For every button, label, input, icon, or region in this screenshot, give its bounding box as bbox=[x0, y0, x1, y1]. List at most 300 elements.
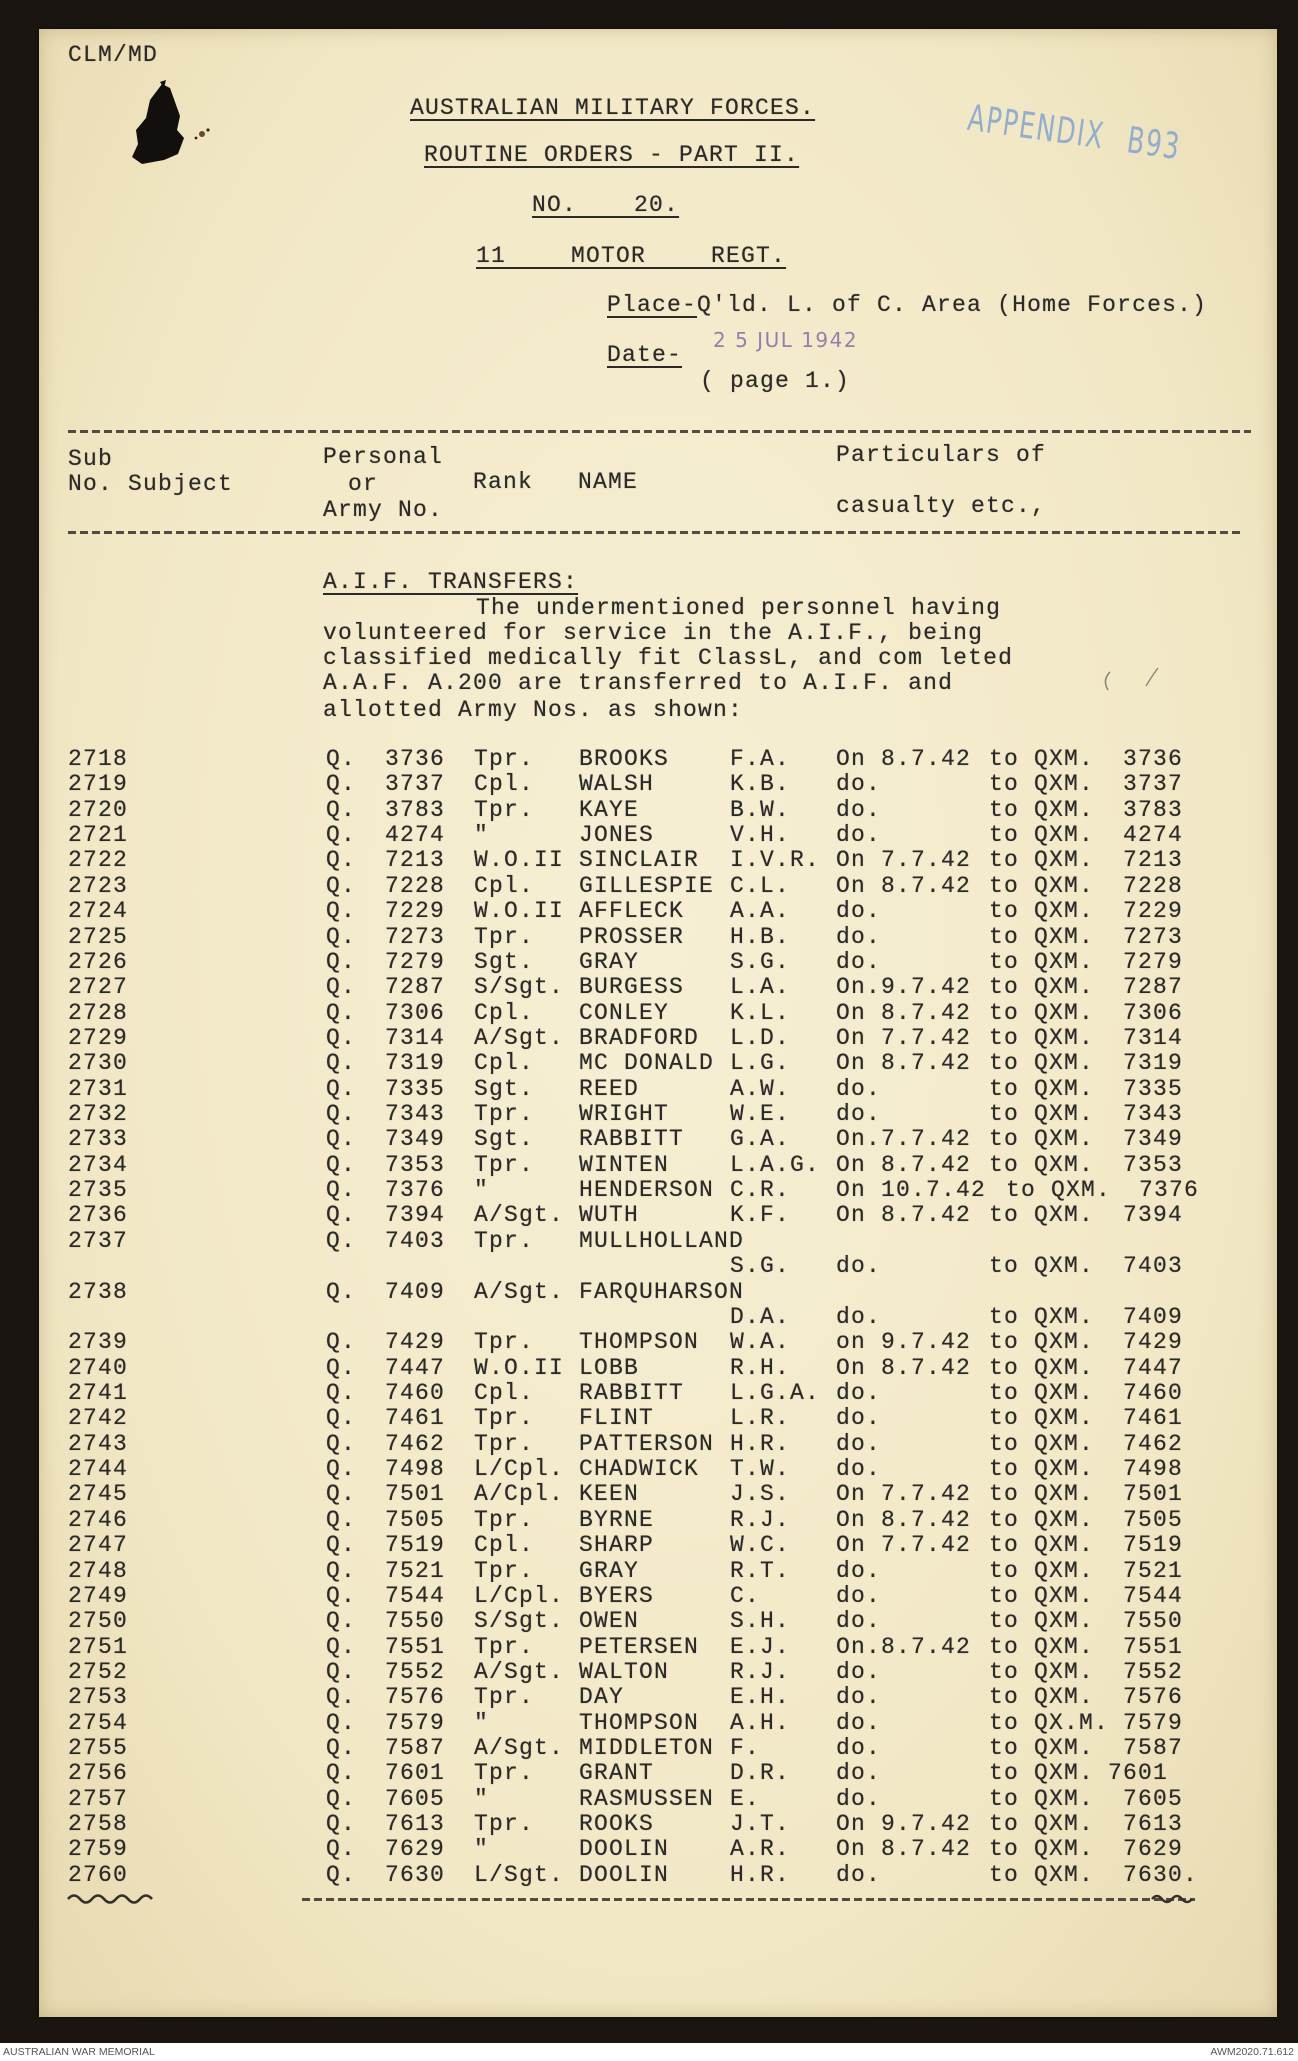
table-row bbox=[0, 1330, 1298, 1355]
cell-new-no: 7576 bbox=[1123, 1684, 1184, 1711]
cell-to: to bbox=[989, 1608, 1020, 1635]
cell-initials: J.T. bbox=[730, 1811, 791, 1838]
cell-sub: 2749 bbox=[68, 1582, 129, 1609]
cell-surname: GRANT bbox=[579, 1760, 655, 1787]
cell-sub: 2750 bbox=[68, 1608, 129, 1635]
cell-rank: Cpl. bbox=[474, 872, 535, 899]
cell-army-no: 7228 bbox=[385, 872, 446, 899]
cell-unit: QXM. bbox=[1034, 1658, 1095, 1685]
cell-prefix: Q. bbox=[326, 1735, 357, 1762]
cell-army-no: 7409 bbox=[385, 1278, 446, 1305]
cell-sub: 2729 bbox=[68, 1024, 129, 1051]
table-row bbox=[0, 874, 1298, 899]
cell-sub: 2744 bbox=[68, 1456, 129, 1483]
cell-prefix: Q. bbox=[326, 847, 357, 874]
cell-rank: A/Cpl. bbox=[474, 1481, 565, 1508]
cell-to: to bbox=[989, 1024, 1020, 1051]
cell-particulars: do. bbox=[836, 1709, 882, 1736]
cell-new-no: 7306 bbox=[1123, 999, 1184, 1026]
col-header-particulars: Particulars of bbox=[836, 442, 1047, 468]
cell-sub: 2747 bbox=[68, 1532, 129, 1559]
cell-particulars: On 7.7.42 bbox=[836, 847, 972, 874]
cell-prefix: Q. bbox=[326, 999, 357, 1026]
table-row bbox=[0, 1482, 1298, 1507]
cell-initials: F.A. bbox=[730, 746, 791, 772]
cell-army-no: 7501 bbox=[385, 1481, 446, 1508]
cell-sub: 2759 bbox=[68, 1836, 129, 1863]
cell-initials: E. bbox=[730, 1785, 761, 1812]
cell-rank: Sgt. bbox=[474, 1126, 535, 1153]
cell-particulars: do. bbox=[836, 1760, 882, 1787]
table-row bbox=[0, 1660, 1298, 1685]
table-row bbox=[0, 1102, 1298, 1127]
cell-prefix: Q. bbox=[326, 1633, 357, 1660]
cell-unit: QXM. bbox=[1034, 1050, 1095, 1077]
cell-rank: Cpl. bbox=[474, 1379, 535, 1406]
cell-prefix: Q. bbox=[326, 822, 357, 849]
cell-army-no: 7314 bbox=[385, 1024, 446, 1051]
cell-surname: MC DONALD bbox=[579, 1050, 715, 1077]
place-line bbox=[607, 292, 1207, 318]
cell-to: to bbox=[989, 1836, 1020, 1863]
cell-particulars: On.8.7.42 bbox=[836, 1633, 972, 1660]
cell-unit: QXM. bbox=[1034, 974, 1095, 1001]
cell-sub: 2758 bbox=[68, 1811, 129, 1838]
cell-army-no: 7521 bbox=[385, 1557, 446, 1584]
cell-to: to bbox=[989, 847, 1020, 874]
cell-unit: QXM. bbox=[1034, 872, 1095, 899]
cell-to: to bbox=[989, 1861, 1020, 1888]
document-subtitle: ROUTINE ORDERS - PART II. bbox=[424, 142, 800, 168]
cell-particulars: On 8.7.42 bbox=[836, 1050, 972, 1077]
cell-surname: FARQUHARSON bbox=[579, 1278, 745, 1305]
cell-initials: E.J. bbox=[730, 1633, 791, 1660]
cell-particulars: On 8.7.42 bbox=[836, 1836, 972, 1863]
cell-particulars: On 7.7.42 bbox=[836, 1024, 972, 1051]
cell-rank: Sgt. bbox=[474, 1075, 535, 1102]
cell-unit: QXM. bbox=[1034, 1582, 1095, 1609]
cell-initials: S.H. bbox=[730, 1608, 791, 1635]
cell-surname: WALSH bbox=[579, 771, 655, 798]
cell-surname: GILLESPIE bbox=[579, 872, 715, 899]
cell-particulars: On 8.7.42 bbox=[836, 1354, 972, 1381]
cell-unit: QXM. bbox=[1034, 1633, 1095, 1660]
cell-prefix: Q. bbox=[326, 898, 357, 925]
cell-army-no: 7229 bbox=[385, 898, 446, 925]
cell-rank: W.O.II bbox=[474, 898, 565, 925]
table-row bbox=[0, 1406, 1298, 1431]
cell-prefix: Q. bbox=[326, 1202, 357, 1229]
cell-particulars: do. bbox=[836, 1582, 882, 1609]
order-number: NO. 20. bbox=[532, 192, 680, 218]
cell-prefix: Q. bbox=[326, 1430, 357, 1457]
table-row bbox=[0, 823, 1298, 848]
cell-prefix: Q. bbox=[326, 1709, 357, 1736]
cell-particulars: do. bbox=[836, 1253, 882, 1280]
cell-new-no: 3783 bbox=[1123, 796, 1184, 823]
col-header-personal: Personal bbox=[323, 444, 444, 470]
date-label: Date- bbox=[607, 342, 683, 368]
cell-particulars: do. bbox=[836, 1658, 882, 1685]
cell-to: to bbox=[989, 999, 1020, 1026]
cell-prefix: Q. bbox=[326, 974, 357, 1001]
cell-army-no: 7544 bbox=[385, 1582, 446, 1609]
cell-surname: BURGESS bbox=[579, 974, 685, 1001]
cell-new-no: 7394 bbox=[1123, 1202, 1184, 1229]
cell-particulars: do. bbox=[836, 796, 882, 823]
cell-prefix: Q. bbox=[326, 1278, 357, 1305]
table-row bbox=[0, 1736, 1298, 1761]
cell-army-no: 7505 bbox=[385, 1506, 446, 1533]
cell-particulars: On 8.7.42 bbox=[836, 999, 972, 1026]
cell-unit: QXM. bbox=[1034, 948, 1095, 975]
cell-to: to bbox=[989, 1354, 1020, 1381]
cell-to: to bbox=[989, 1050, 1020, 1077]
cell-prefix: Q. bbox=[326, 1836, 357, 1863]
cell-rank: " bbox=[474, 1709, 490, 1736]
cell-army-no: 7552 bbox=[385, 1658, 446, 1685]
cell-surname: OWEN bbox=[579, 1608, 640, 1635]
cell-initials: V.H. bbox=[730, 822, 791, 849]
cell-rank: L/Cpl. bbox=[474, 1456, 565, 1483]
cell-unit: QXM. bbox=[1034, 1785, 1095, 1812]
cell-initials: A.R. bbox=[730, 1836, 791, 1863]
cell-prefix: Q. bbox=[326, 1227, 357, 1254]
cell-to: to bbox=[989, 1075, 1020, 1102]
cell-new-no: 7462 bbox=[1123, 1430, 1184, 1457]
cell-unit: QXM. bbox=[1034, 898, 1095, 925]
cell-rank: Tpr. bbox=[474, 1101, 535, 1128]
cell-unit: QXM. bbox=[1034, 1836, 1095, 1863]
cell-sub: 2734 bbox=[68, 1151, 129, 1178]
cell-to: to bbox=[989, 1506, 1020, 1533]
cell-unit: QXM. bbox=[1034, 1202, 1095, 1229]
cell-particulars: On.7.7.42 bbox=[836, 1126, 972, 1153]
pencil-mark bbox=[1098, 664, 1168, 694]
cell-unit: QXM. bbox=[1051, 1177, 1112, 1204]
table-row bbox=[0, 848, 1298, 873]
cell-army-no: 7349 bbox=[385, 1126, 446, 1153]
cell-sub: 2722 bbox=[68, 847, 129, 874]
cell-sub: 2733 bbox=[68, 1126, 129, 1153]
cell-rank: Sgt. bbox=[474, 948, 535, 975]
cell-to: to bbox=[989, 1379, 1020, 1406]
cell-new-no: 7613 bbox=[1123, 1811, 1184, 1838]
cell-sub: 2725 bbox=[68, 923, 129, 950]
cell-initials: R.J. bbox=[730, 1506, 791, 1533]
cell-surname: THOMPSON bbox=[579, 1709, 700, 1736]
cell-rank: L/Sgt. bbox=[474, 1861, 565, 1888]
cell-surname: BYRNE bbox=[579, 1506, 655, 1533]
cell-initials: S.G. bbox=[730, 1253, 791, 1280]
cell-army-no: 7460 bbox=[385, 1379, 446, 1406]
reference-code: CLM/MD bbox=[68, 42, 159, 68]
cell-prefix: Q. bbox=[326, 1506, 357, 1533]
cell-army-no: 7353 bbox=[385, 1151, 446, 1178]
cell-particulars: do. bbox=[836, 948, 882, 975]
cell-surname: MIDDLETON bbox=[579, 1735, 715, 1762]
cell-sub: 2732 bbox=[68, 1101, 129, 1128]
cell-to: to bbox=[989, 898, 1020, 925]
cell-unit: QXM. bbox=[1034, 1379, 1095, 1406]
cell-new-no: 7544 bbox=[1123, 1582, 1184, 1609]
cell-to: to bbox=[989, 1303, 1020, 1330]
cell-prefix: Q. bbox=[326, 1456, 357, 1483]
cell-surname: PATTERSON bbox=[579, 1430, 715, 1457]
section-text-line: A.A.F. A.200 are transferred to A.I.F. and bbox=[323, 670, 954, 696]
table-row bbox=[0, 1203, 1298, 1228]
cell-prefix: Q. bbox=[326, 872, 357, 899]
cell-rank: Tpr. bbox=[474, 1633, 535, 1660]
cell-unit: QXM. bbox=[1034, 1557, 1095, 1584]
cell-unit: QXM. bbox=[1034, 923, 1095, 950]
place-value: Q'ld. L. of C. Area (Home Forces.) bbox=[697, 292, 1208, 318]
cell-unit: QXM. bbox=[1034, 1024, 1095, 1051]
document-title: AUSTRALIAN MILITARY FORCES. bbox=[410, 95, 816, 121]
cell-initials: K.L. bbox=[730, 999, 791, 1026]
cell-new-no: 4274 bbox=[1123, 822, 1184, 849]
table-row bbox=[0, 1508, 1298, 1533]
cell-surname: LOBB bbox=[579, 1354, 640, 1381]
cell-surname: SHARP bbox=[579, 1532, 655, 1559]
cell-initials: L.A. bbox=[730, 974, 791, 1001]
cell-initials: C. bbox=[730, 1582, 761, 1609]
cell-initials: C.L. bbox=[730, 872, 791, 899]
cell-new-no: 7229 bbox=[1123, 898, 1184, 925]
cell-army-no: 7605 bbox=[385, 1785, 446, 1812]
footer-credit: AUSTRALIAN WAR MEMORIAL bbox=[3, 2046, 155, 2058]
cell-surname: DOOLIN bbox=[579, 1836, 670, 1863]
cell-initials: I.V.R. bbox=[730, 847, 821, 874]
cell-prefix: Q. bbox=[326, 1126, 357, 1153]
col-header-no-subject: No. Subject bbox=[68, 471, 234, 497]
table-row bbox=[0, 975, 1298, 1000]
cell-new-no: 7461 bbox=[1123, 1405, 1184, 1432]
cell-surname: REED bbox=[579, 1075, 640, 1102]
cell-sub: 2755 bbox=[68, 1735, 129, 1762]
cell-new-no: 7319 bbox=[1123, 1050, 1184, 1077]
cell-sub: 2754 bbox=[68, 1709, 129, 1736]
table-row bbox=[0, 1051, 1298, 1076]
cell-particulars: do. bbox=[836, 1557, 882, 1584]
cell-to: to bbox=[989, 771, 1020, 798]
cell-surname: KAYE bbox=[579, 796, 640, 823]
table-row bbox=[0, 950, 1298, 975]
cell-new-no: 7228 bbox=[1123, 872, 1184, 899]
col-header-name: NAME bbox=[578, 469, 639, 495]
cell-sub: 2735 bbox=[68, 1177, 129, 1204]
col-header-sub: Sub bbox=[68, 446, 114, 472]
cell-initials: L.G.A. bbox=[730, 1379, 821, 1406]
cell-surname: FLINT bbox=[579, 1405, 655, 1432]
cell-army-no: 7429 bbox=[385, 1329, 446, 1356]
cell-sub: 2719 bbox=[68, 771, 129, 798]
cell-initials: H.B. bbox=[730, 923, 791, 950]
cell-new-no: 7601 bbox=[1108, 1760, 1169, 1787]
cell-to: to bbox=[989, 872, 1020, 899]
cell-unit: QXM. bbox=[1034, 999, 1095, 1026]
cell-unit: QXM. bbox=[1034, 1608, 1095, 1635]
cell-surname: CONLEY bbox=[579, 999, 670, 1026]
unit-name: 11 MOTOR REGT. bbox=[476, 243, 787, 269]
cell-army-no: 7279 bbox=[385, 948, 446, 975]
cell-surname: KEEN bbox=[579, 1481, 640, 1508]
cell-to: to bbox=[989, 974, 1020, 1001]
table-row bbox=[0, 1837, 1298, 1862]
cell-unit: QXM. bbox=[1034, 1532, 1095, 1559]
table-row bbox=[0, 1381, 1298, 1406]
cell-unit: QXM. bbox=[1034, 771, 1095, 798]
place-label: Place- bbox=[607, 292, 698, 318]
cell-army-no: 7447 bbox=[385, 1354, 446, 1381]
cell-prefix: Q. bbox=[326, 1760, 357, 1787]
cell-initials: E.H. bbox=[730, 1684, 791, 1711]
cell-rank: Tpr. bbox=[474, 1227, 535, 1254]
cell-unit: QXM. bbox=[1034, 1506, 1095, 1533]
cell-new-no: 7630. bbox=[1123, 1861, 1199, 1888]
cell-unit: QXM. bbox=[1034, 1405, 1095, 1432]
cell-surname: BRADFORD bbox=[579, 1024, 700, 1051]
cell-to: to bbox=[989, 1430, 1020, 1457]
cell-new-no: 7505 bbox=[1123, 1506, 1184, 1533]
cell-army-no: 7376 bbox=[385, 1177, 446, 1204]
cell-rank: A/Sgt. bbox=[474, 1278, 565, 1305]
cell-army-no: 7519 bbox=[385, 1532, 446, 1559]
table-row bbox=[0, 1635, 1298, 1660]
cell-new-no: 3737 bbox=[1123, 771, 1184, 798]
cell-new-no: 7353 bbox=[1123, 1151, 1184, 1178]
header-rule-bottom bbox=[68, 531, 1240, 534]
cell-sub: 2741 bbox=[68, 1379, 129, 1406]
cell-sub: 2738 bbox=[68, 1278, 129, 1305]
cell-unit: QXM. bbox=[1034, 1811, 1095, 1838]
cell-sub: 2731 bbox=[68, 1075, 129, 1102]
cell-to: to bbox=[989, 948, 1020, 975]
cell-army-no: 7462 bbox=[385, 1430, 446, 1457]
table-row bbox=[0, 1533, 1298, 1558]
cell-rank: A/Sgt. bbox=[474, 1024, 565, 1051]
table-row bbox=[0, 1432, 1298, 1457]
cell-army-no: 7213 bbox=[385, 847, 446, 874]
cell-initials: A.A. bbox=[730, 898, 791, 925]
cell-prefix: Q. bbox=[326, 1785, 357, 1812]
cell-to: to bbox=[989, 1582, 1020, 1609]
cell-unit: QXM. bbox=[1034, 1354, 1095, 1381]
cell-new-no: 7403 bbox=[1123, 1253, 1184, 1280]
cell-prefix: Q. bbox=[326, 1329, 357, 1356]
cell-unit: QXM. bbox=[1034, 746, 1095, 772]
cell-sub: 2745 bbox=[68, 1481, 129, 1508]
table-row bbox=[0, 1863, 1298, 1888]
cell-rank: Tpr. bbox=[474, 923, 535, 950]
col-header-casualty: casualty etc., bbox=[836, 493, 1047, 519]
cell-new-no: 7447 bbox=[1123, 1354, 1184, 1381]
cell-particulars: On.9.7.42 bbox=[836, 974, 972, 1001]
cell-surname: WALTON bbox=[579, 1658, 670, 1685]
cell-prefix: Q. bbox=[326, 1658, 357, 1685]
cell-initials: D.A. bbox=[730, 1303, 791, 1330]
cell-surname: PROSSER bbox=[579, 923, 685, 950]
cell-sub: 2724 bbox=[68, 898, 129, 925]
cell-unit: QXM. bbox=[1034, 1101, 1095, 1128]
cell-particulars: do. bbox=[836, 1608, 882, 1635]
cell-initials: L.A.G. bbox=[730, 1151, 821, 1178]
col-header-rank: Rank bbox=[473, 469, 534, 495]
cell-initials: D.R. bbox=[730, 1760, 791, 1787]
col-header-army-no: Army No. bbox=[323, 497, 444, 523]
cell-new-no: 7376 bbox=[1139, 1177, 1200, 1204]
cell-particulars: do. bbox=[836, 1405, 882, 1432]
cell-army-no: 7629 bbox=[385, 1836, 446, 1863]
cell-unit: QXM. bbox=[1034, 1303, 1095, 1330]
cell-particulars: do. bbox=[836, 1785, 882, 1812]
cell-surname: MULLHOLLAND bbox=[579, 1227, 745, 1254]
cell-to: to bbox=[989, 1658, 1020, 1685]
cell-rank: L/Cpl. bbox=[474, 1582, 565, 1609]
handwritten-annotation: APPENDIX B93 bbox=[965, 96, 1184, 168]
cell-particulars: On 8.7.42 bbox=[836, 1506, 972, 1533]
cell-new-no: 7521 bbox=[1123, 1557, 1184, 1584]
cell-unit: QXM. bbox=[1034, 1253, 1095, 1280]
cell-unit: QXM. bbox=[1034, 1075, 1095, 1102]
cell-particulars: do. bbox=[836, 1456, 882, 1483]
cell-prefix: Q. bbox=[326, 746, 357, 772]
cell-sub: 2730 bbox=[68, 1050, 129, 1077]
table-row bbox=[0, 1812, 1298, 1837]
cell-army-no: 7630 bbox=[385, 1861, 446, 1888]
cell-particulars: do. bbox=[836, 1684, 882, 1711]
cell-army-no: 7343 bbox=[385, 1101, 446, 1128]
cell-army-no: 3783 bbox=[385, 796, 446, 823]
cell-rank: A/Sgt. bbox=[474, 1658, 565, 1685]
cell-rank: S/Sgt. bbox=[474, 974, 565, 1001]
cell-sub: 2760 bbox=[68, 1861, 129, 1888]
cell-unit: QXM. bbox=[1034, 1861, 1095, 1888]
cell-surname: AFFLECK bbox=[579, 898, 685, 925]
end-rule-squiggle-right bbox=[1150, 1889, 1200, 1907]
cell-army-no: 7579 bbox=[385, 1709, 446, 1736]
cell-prefix: Q. bbox=[326, 1582, 357, 1609]
cell-unit: QXM. bbox=[1034, 1456, 1095, 1483]
cell-rank: Tpr. bbox=[474, 1506, 535, 1533]
cell-rank: Tpr. bbox=[474, 796, 535, 823]
cell-initials: C.R. bbox=[730, 1177, 791, 1204]
cell-initials: B.W. bbox=[730, 796, 791, 823]
cell-surname: WRIGHT bbox=[579, 1101, 670, 1128]
cell-prefix: Q. bbox=[326, 1354, 357, 1381]
cell-particulars: On 8.7.42 bbox=[836, 1202, 972, 1229]
cell-to: to bbox=[989, 1684, 1020, 1711]
cell-surname: RABBITT bbox=[579, 1126, 685, 1153]
cell-surname: RABBITT bbox=[579, 1379, 685, 1406]
cell-prefix: Q. bbox=[326, 1075, 357, 1102]
cell-prefix: Q. bbox=[326, 1684, 357, 1711]
cell-new-no: 7579 bbox=[1123, 1709, 1184, 1736]
cell-rank: Tpr. bbox=[474, 746, 535, 772]
cell-army-no: 7587 bbox=[385, 1735, 446, 1762]
cell-to: to bbox=[989, 1151, 1020, 1178]
cell-to: to bbox=[989, 1709, 1020, 1736]
cell-to: to bbox=[989, 1481, 1020, 1508]
cell-prefix: Q. bbox=[326, 923, 357, 950]
cell-initials: L.R. bbox=[730, 1405, 791, 1432]
cell-unit: QXM. bbox=[1034, 847, 1095, 874]
cell-initials: W.E. bbox=[730, 1101, 791, 1128]
table-row bbox=[0, 1457, 1298, 1482]
cell-new-no: 7409 bbox=[1123, 1303, 1184, 1330]
table-row bbox=[0, 1127, 1298, 1152]
table-row bbox=[0, 772, 1298, 797]
